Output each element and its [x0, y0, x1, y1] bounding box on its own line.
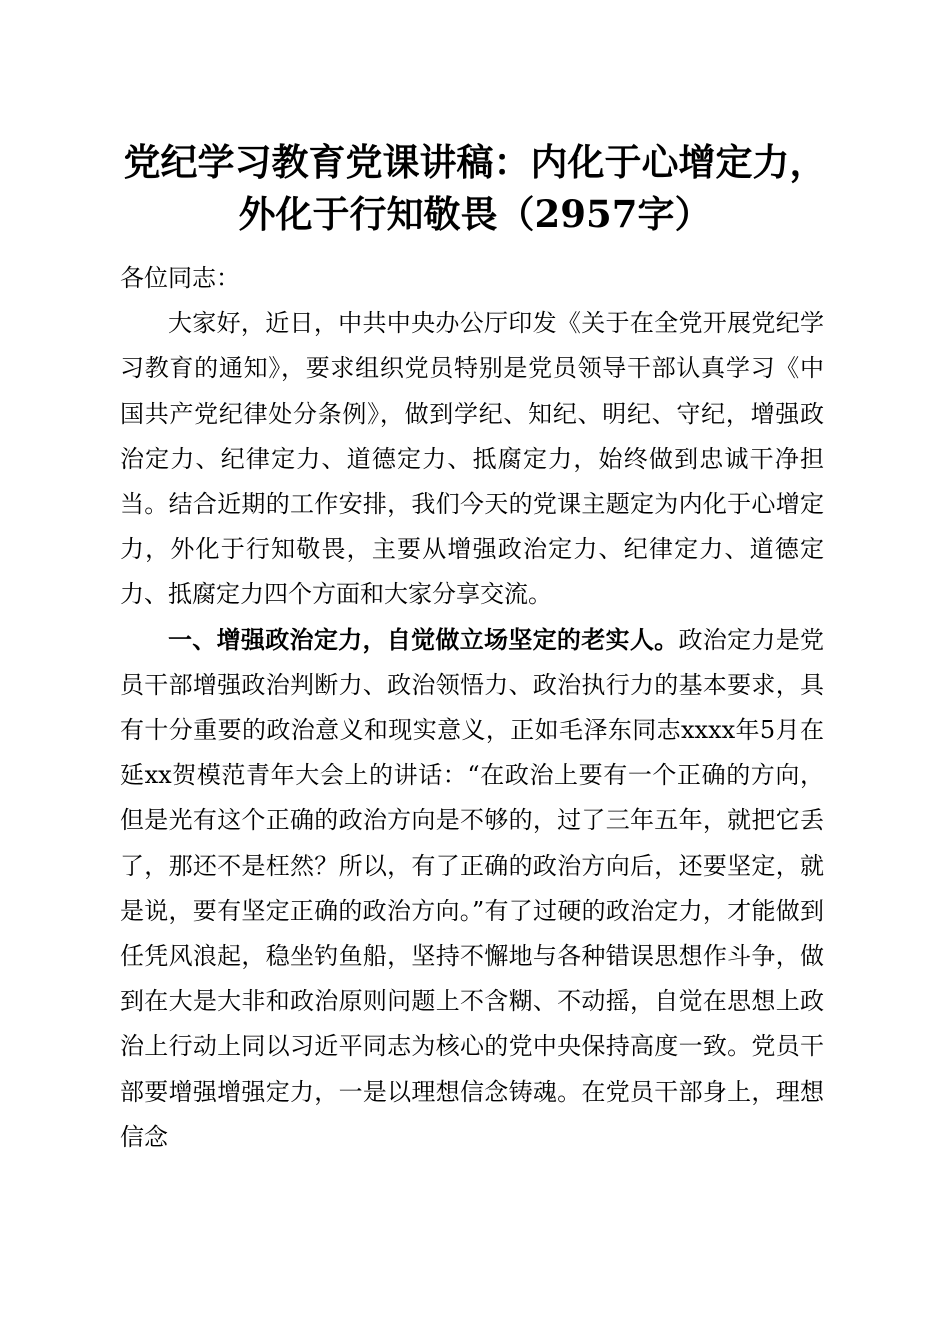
- section-1-paragraph: [120, 618, 824, 1160]
- intro-paragraph: 大家好，近日，中共中央办公厅印发《关于在全党开展党纪学习教育的通知》，要求组织党员特别是党员领导干部认真学习《中国共产党纪律处分条例》，做到学纪、知纪、明纪、守纪，增强政治定力、纪律定力、道德定力、抵腐定力，始终做到忠诚干净担当。结合近期的工作安排，我们今天的党课主题定为内化于心增定力，外化于行知敬畏，主要从增强政治定力、纪律定力、道德定力、抵腐定力四个方面和大家分享交流。: [120, 309, 824, 609]
- document-body: [120, 256, 824, 1160]
- section-1-text: 政治定力是党员干部增强政治判断力、政治领悟力、政治执行力的基本要求，具有十分重要的政治意义和现实意义，正如毛泽东同志xxxx年5月在延xx贺模范青年大会上的讲话：“在政治上要有一个正确的方向，但是光有这个正确的政治方向是不够的，过了三年五年，就把它丢了，那还不是枉然？所以，有了正确的政治方向后，还要坚定，就是说，要有坚定正确的政治方向。”有了过硬的政治定力，才能做到任凭风浪起，稳坐钓鱼船，坚持不懈地与各种错误思想作斗争，做到在大是大非和政治原则问题上不含糊、不动摇，自觉在思想上政治上行动上同以习近平同志为核心的党中央保持高度一致。党员干部要增强增强定力，一是以理想信念铸魂。在党员干部身上，理想信念: [120, 625, 825, 1151]
- salutation: 各位同志：: [120, 264, 240, 292]
- document-title: 党纪学习教育党课讲稿：内化于心增定力，外化于行知敬畏（2957字）: [123, 140, 827, 236]
- section-1-heading: 一、增强政治定力，自觉做立场坚定的老实人。: [168, 625, 679, 654]
